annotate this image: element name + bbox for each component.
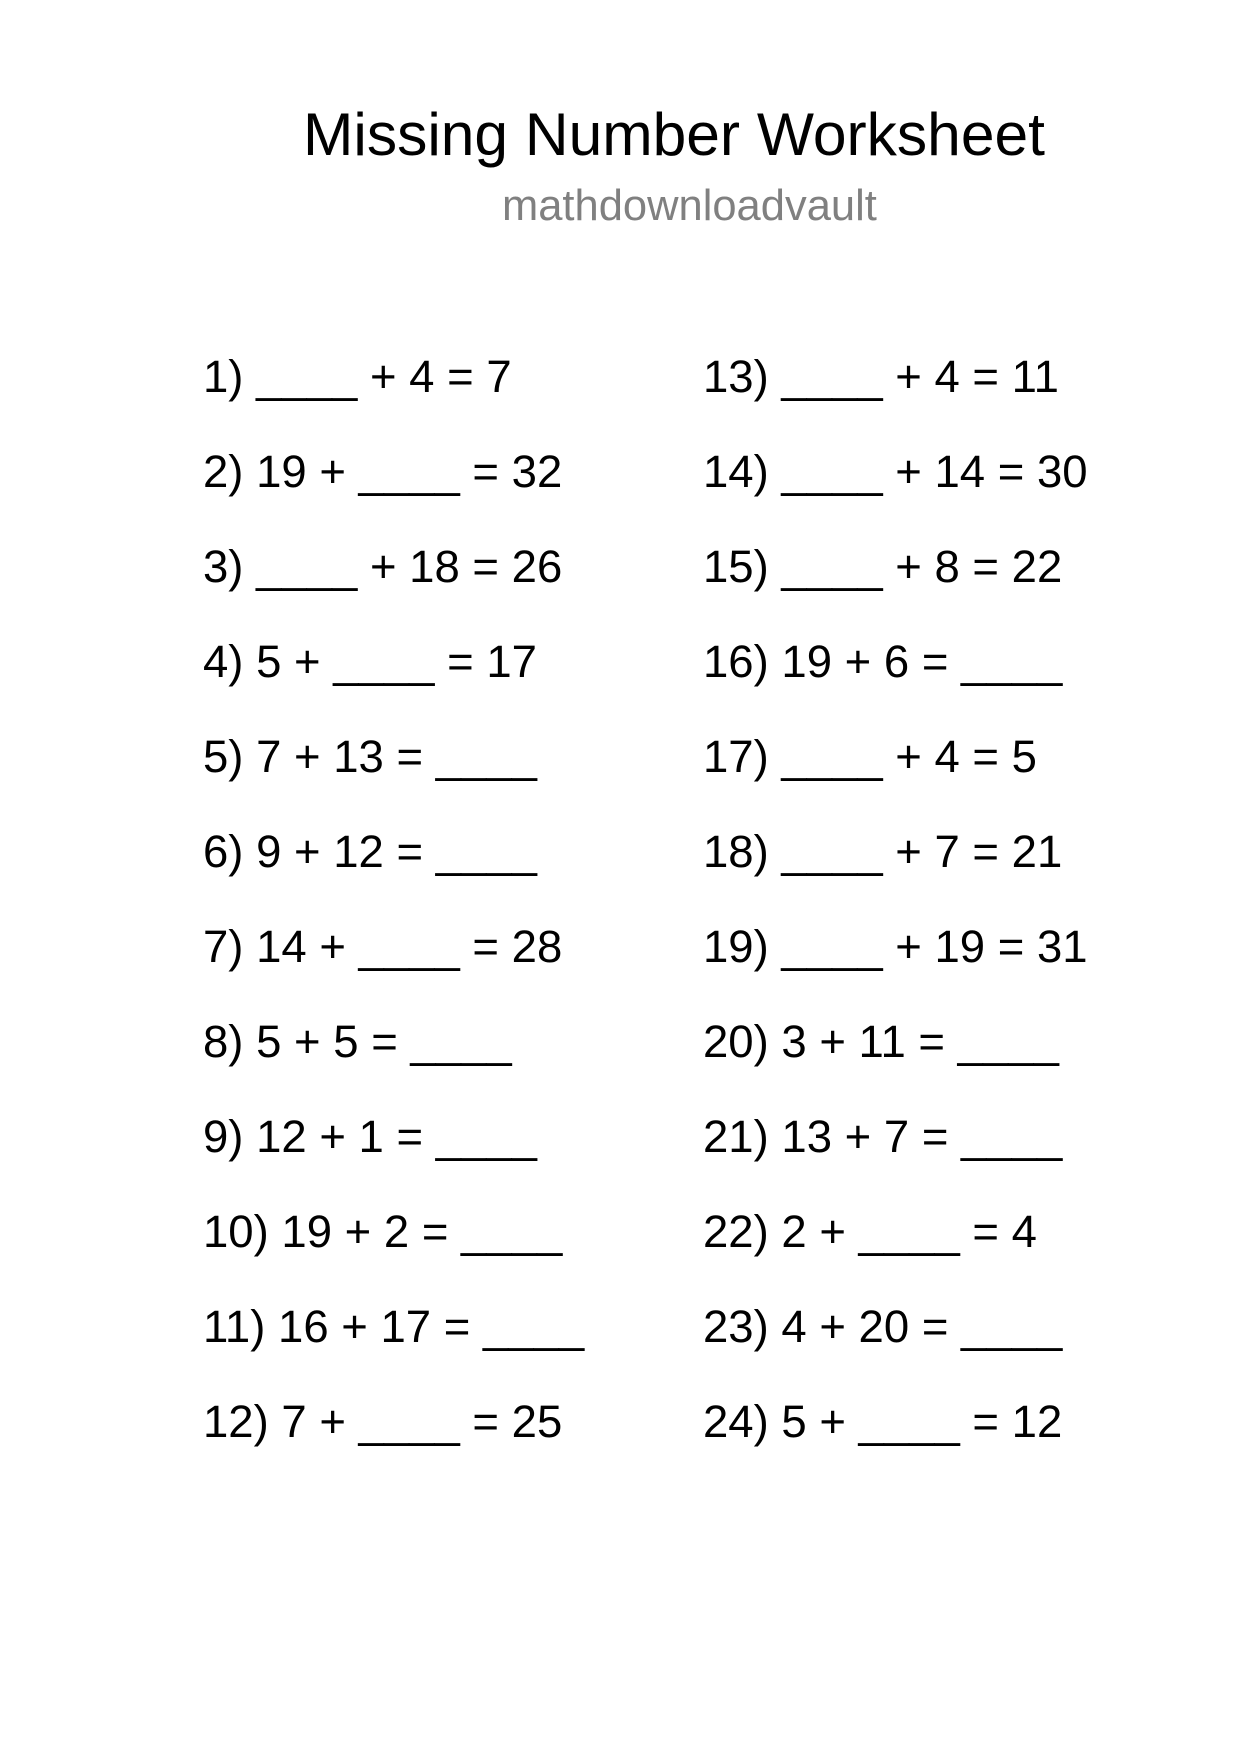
problem-item: 4) 5 + ____ = 17 [203, 636, 537, 687]
problem-item: 24) 5 + ____ = 12 [703, 1396, 1063, 1447]
problem-item: 12) 7 + ____ = 25 [203, 1396, 563, 1447]
problem-item: 2) 19 + ____ = 32 [203, 446, 563, 497]
problem-item: 9) 12 + 1 = ____ [203, 1111, 537, 1162]
problem-item: 22) 2 + ____ = 4 [703, 1206, 1037, 1257]
problem-item: 20) 3 + 11 = ____ [703, 1016, 1059, 1067]
problem-item: 10) 19 + 2 = ____ [203, 1206, 563, 1257]
worksheet-title-text: Missing Number Worksheet [303, 100, 1045, 168]
problem-item: 8) 5 + 5 = ____ [203, 1016, 512, 1067]
problem-item: 16) 19 + 6 = ____ [703, 636, 1063, 687]
problem-item: 5) 7 + 13 = ____ [203, 731, 537, 782]
problem-item: 18) ____ + 7 = 21 [703, 826, 1063, 877]
problem-item: 11) 16 + 17 = ____ [203, 1301, 585, 1352]
problem-item: 7) 14 + ____ = 28 [203, 921, 563, 972]
problem-item: 23) 4 + 20 = ____ [703, 1301, 1063, 1352]
problem-item: 3) ____ + 18 = 26 [203, 541, 563, 592]
problem-item: 1) ____ + 4 = 7 [203, 351, 512, 402]
problem-item: 21) 13 + 7 = ____ [703, 1111, 1063, 1162]
problem-item: 13) ____ + 4 = 11 [703, 351, 1059, 402]
worksheet-subtitle: mathdownloadvault [502, 182, 877, 230]
problem-item: 15) ____ + 8 = 22 [703, 541, 1063, 592]
problem-item: 14) ____ + 14 = 30 [703, 446, 1088, 497]
problem-item: 19) ____ + 19 = 31 [703, 921, 1088, 972]
problem-item: 6) 9 + 12 = ____ [203, 826, 537, 877]
problem-item: 17) ____ + 4 = 5 [703, 731, 1037, 782]
